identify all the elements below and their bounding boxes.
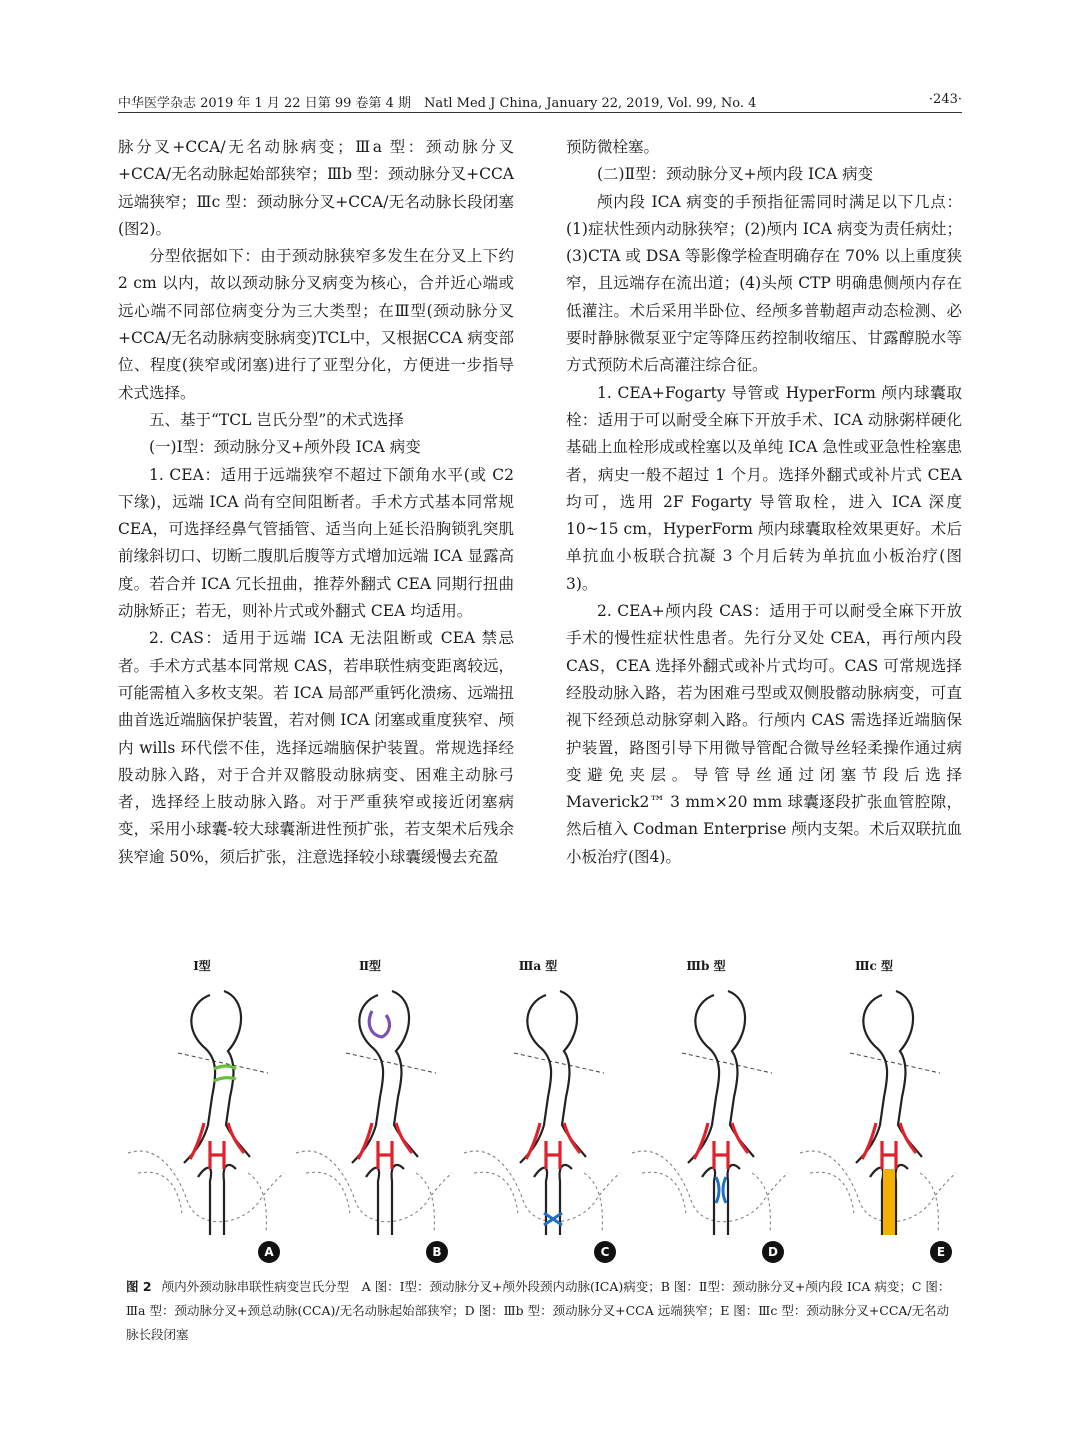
- artery-diagram: [454, 973, 622, 1241]
- artery-diagram: [790, 973, 958, 1241]
- paragraph: 脉分叉+CCA/无名动脉病变；Ⅲa 型：颈动脉分叉+CCA/无名动脉起始部狭窄；Ⅲb 型：颈动脉分叉+CCA 远端狭窄；Ⅲc 型：颈动脉分叉+CCA/无名动脉长段闭塞(图2)。: [118, 138, 514, 238]
- cca-right-wall: [896, 1165, 908, 1235]
- aortic-arch-outline: [800, 1151, 956, 1222]
- ica-inner-wall: [896, 991, 922, 1157]
- journal-citation: 中华医学杂志 2019 年 1 月 22 日第 99 卷第 4 期 Natl Med J China, January 22, 2019, Vol. 99, No. 4: [118, 96, 757, 111]
- subclavian-outline: [474, 1172, 518, 1213]
- subclavian-outline: [642, 1172, 686, 1213]
- cca-occlusion: [883, 1169, 895, 1235]
- figure-2: [118, 955, 962, 1275]
- figure-panel-b: [286, 955, 454, 1275]
- mandible-angle-line: [850, 1053, 940, 1073]
- left-column: [118, 134, 514, 871]
- cca-left-wall: [198, 1168, 211, 1235]
- bifurcation-lesion: [190, 1123, 244, 1169]
- page-number: ·243·: [928, 92, 962, 107]
- paragraph: 预防微栓塞。: [566, 138, 660, 156]
- aortic-arch-outline: [128, 1151, 284, 1222]
- ica-inner-wall: [224, 991, 250, 1157]
- ica-inner-wall: [392, 991, 418, 1157]
- vessel-outline: [416, 1173, 434, 1233]
- panel-letter: A: [258, 1241, 280, 1263]
- mandible-angle-line: [514, 1053, 604, 1073]
- panel-letter: D: [762, 1241, 784, 1263]
- mandible-angle-line: [346, 1053, 436, 1073]
- paragraph: 1. CEA+Fogarty 导管或 HyperForm 颅内球囊取栓：适用于可以耐受全麻下开放手术、ICA 动脉粥样硬化基础上血栓形成或栓塞以及单纯 ICA 急性或亚急性栓塞患者，病史一般不超过 1 个月。选择外翻式或补片式 CEA 均可，选用 2F Fogarty 导管取栓，进入 ICA 深度 10~15 cm，HyperForm 颅内球囊取栓效果更好。术后单抗血小板联合抗凝 3 个月后转为单抗血小板治疗(图3)。: [566, 383, 962, 593]
- panel-type-label: Ⅲc 型: [854, 959, 894, 973]
- aortic-arch-outline: [296, 1151, 452, 1222]
- panel-type-label: Ⅲa 型: [518, 959, 558, 973]
- vessel-outline: [584, 1173, 602, 1233]
- subclavian-outline: [138, 1172, 182, 1213]
- mandible-angle-line: [178, 1053, 268, 1073]
- ica-inner-wall: [560, 991, 586, 1157]
- paragraph: 颅内段 ICA 病变的手预指征需同时满足以下几点：(1)症状性颈内动脉狭窄；(2)颅内 ICA 病变为责任病灶；(3)CTA 或 DSA 等影像学检查明确存在 70% 以上重度狭窄，且远端存在流出道；(4)头颅 CTP 明确患侧颅内存在低灌注。术后采用半卧位、经颅多普勒超声动态检测、必要时静脉微泵亚宁定等降压药控制收缩压、甘露醇脱水等方式预防术后高灌注综合征。: [566, 192, 962, 375]
- paragraph: 2. CAS：适用于远端 ICA 无法阻断或 CEA 禁忌者。手术方式基本同常规 CAS，若串联性病变距离较远，可能需植入多枚支架。若 ICA 局部严重钙化溃疡、远端扭曲首选近端脑保护装置，若对侧 ICA 闭塞或重度狭窄、颅内 wills 环代偿不佳，选择远端脑保护装置。常规选择经股动脉入路，对于合并双髂股动脉病变、困难主动脉弓者，选择经上肢动脉入路。对于严重狭窄或接近闭塞病变，采用小球囊-较大球囊渐进性预扩张，若支架术后残余狭窄逾 50%，须后扩张，注意选择较小球囊缓慢去充盈: [118, 629, 514, 866]
- cca-right-wall: [728, 1165, 740, 1235]
- section-heading: 五、基于“TCL 岂氏分型”的术式选择: [149, 410, 404, 429]
- cca-left-wall: [702, 1168, 715, 1235]
- bifurcation-lesion: [694, 1123, 748, 1169]
- vessel-outline: [920, 1173, 938, 1233]
- cca-left-wall: [366, 1168, 379, 1235]
- caption-label: 图 2: [126, 1279, 152, 1294]
- figure-panel-e: [790, 955, 958, 1275]
- artery-diagram: [622, 973, 790, 1241]
- mandible-angle-line: [682, 1053, 772, 1073]
- panel-letter: C: [594, 1241, 616, 1263]
- panel-letter: B: [426, 1241, 448, 1263]
- cca-right-wall: [224, 1165, 236, 1235]
- figure-panel-c: [454, 955, 622, 1275]
- panel-type-label: Ⅱ型: [358, 959, 382, 973]
- cca-right-wall: [392, 1165, 404, 1235]
- cca-left-wall: [870, 1168, 883, 1235]
- figure-caption: [126, 1275, 956, 1347]
- bifurcation-lesion: [862, 1123, 916, 1169]
- subclavian-outline: [306, 1172, 350, 1213]
- aortic-arch-outline: [464, 1151, 620, 1222]
- panel-letter: E: [930, 1241, 952, 1263]
- subclavian-outline: [810, 1172, 854, 1213]
- panel-type-label: Ⅲb 型: [686, 959, 726, 973]
- aortic-arch-outline: [632, 1151, 788, 1222]
- bifurcation-lesion: [358, 1123, 412, 1169]
- right-column: [566, 134, 962, 871]
- paragraph: 2. CEA+颅内段 CAS：适用于可以耐受全麻下开放手术的慢性症状性患者。先行分叉处 CEA，再行颅内段 CAS，CEA 选择外翻式或补片式均可。CAS 可常规选择经股动脉入路，若为困难弓型或双侧股髂动脉病变，可直视下经颈总动脉穿刺入路。行颅内 CAS 需选择近端脑保护装置，路图引导下用微导管配合微导丝轻柔操作通过病变避免夹层。导管导丝通过闭塞节段后选择 Maverick2™ 3 mm×20 mm 球囊逐段扩张血管腔隙，然后植入 Codman Enterprise 颅内支架。术后双联抗血小板治疗(图4)。: [566, 602, 962, 866]
- artery-diagram: [286, 973, 454, 1241]
- paragraph: 1. CEA：适用于远端狭窄不超过下颌角水平(或 C2 下缘)，远端 ICA 尚有空间阻断者。手术方式基本同常规 CEA，可选择经鼻气管插管、适当向上延长沿胸锁乳突肌前缘斜切口、切断二腹肌后腹等方式增加远端 ICA 显露高度。若合并 ICA 冗长扭曲，推荐外翻式 CEA 同期行扭曲动脉矫正；若无，则补片式或外翻式 CEA 均适用。: [118, 465, 514, 621]
- bifurcation-lesion: [526, 1123, 580, 1169]
- ica-inner-wall: [728, 991, 754, 1157]
- panel-type-label: Ⅰ型: [193, 959, 211, 973]
- subsection-heading: (二)Ⅱ型：颈动脉分叉+颅内段 ICA 病变: [597, 165, 874, 184]
- subsection-heading: (一)Ⅰ型：颈动脉分叉+颅外段 ICA 病变: [149, 438, 421, 457]
- distal-cca-stenosis: [716, 1177, 726, 1203]
- figure-panel-d: [622, 955, 790, 1275]
- artery-diagram: [118, 973, 286, 1241]
- vessel-outline: [248, 1173, 266, 1233]
- caption-text: 颅内外颈动脉串联性病变岂氏分型 A 图：Ⅰ型：颈动脉分叉+颅外段颈内动脉(ICA)病变；B 图：Ⅱ型：颈动脉分叉+颅内段 ICA 病变；C 图：Ⅲa 型：颈动脉分叉+颈总动脉(CCA)/无名动脉起始部狭窄；D 图：Ⅲb 型：颈动脉分叉+CCA 远端狭窄；E 图：Ⅲc 型：颈动脉分叉+CCA/无名动脉长段闭塞: [126, 1279, 951, 1342]
- vessel-outline: [752, 1173, 770, 1233]
- figure-panel-a: [118, 955, 286, 1275]
- intracranial-ica-lesion: [369, 1011, 389, 1037]
- paragraph: 分型依据如下：由于颈动脉狭窄多发生在分叉上下约 2 cm 以内，故以颈动脉分叉病变为核心，合并近心端或远心端不同部位病变分为三大类型；在Ⅲ型(颈动脉分叉+CCA/无名动脉病变脉病变)TCL中，又根据CCA 病变部位、程度(狭窄或闭塞)进行了亚型分化，方便进一步指导术式选择。: [118, 247, 514, 402]
- running-header: [118, 90, 962, 113]
